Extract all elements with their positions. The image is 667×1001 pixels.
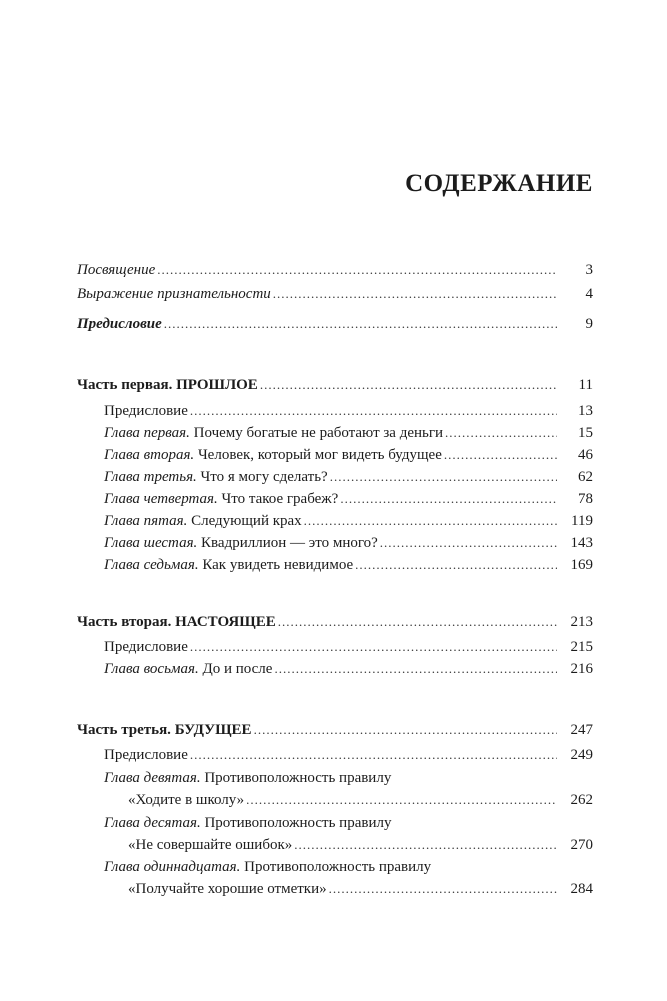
leader-dots [304,511,557,531]
chapter-title: Как увидеть невидимое [202,557,354,573]
entry-page: 270 [570,837,593,853]
leader-dots [444,445,557,465]
chapter-title: Человек, который мог видеть будущее [197,447,442,463]
toc-entry-chapter-6[interactable] [104,533,593,553]
chapter-number: Глава восьмая. [104,661,199,677]
leader-dots [330,467,557,487]
entry-label: Предисловие [77,316,162,332]
entry-page: 249 [570,747,593,763]
leader-dots [278,612,557,632]
entry-label: Выражение признательности [77,286,271,302]
chapter-number: Глава шестая. [104,535,198,551]
part-name: НАСТОЯЩЕЕ [175,614,276,630]
chapter-title: Квадриллион — это много? [201,535,378,551]
toc-entry-foreword[interactable] [77,314,593,334]
toc-entry-part1-preface[interactable] [104,401,593,421]
leader-dots [190,637,557,657]
leader-dots [355,555,557,575]
chapter-number: Глава одиннадцатая. [104,859,241,875]
chapter-title: Противоположность правилу [204,770,392,786]
toc-entry-chapter-9[interactable] [128,790,593,810]
toc-entry-chapter-3[interactable] [104,467,593,487]
entry-page: 169 [570,557,593,573]
toc-entry-part2-preface[interactable] [104,637,593,657]
toc-part-1[interactable] [77,375,593,395]
toc-entry-chapter-4[interactable] [104,489,593,509]
entry-page: 15 [578,425,593,441]
chapter-title: Противоположность правилу [244,859,432,875]
entry-label: Предисловие [104,639,188,655]
leader-dots [254,720,557,740]
chapter-number: Глава первая. [104,425,190,441]
chapter-title-cont: «Не совершайте ошибок» [128,837,293,853]
entry-page: 247 [570,722,593,738]
leader-dots [246,790,557,810]
leader-dots [157,260,557,280]
entry-label: Предисловие [104,403,188,419]
leader-dots [329,879,557,899]
leader-dots [273,284,557,304]
leader-dots [190,401,557,421]
entry-page: 143 [570,535,593,551]
toc-entry-chapter-7[interactable] [104,555,593,575]
chapter-number: Глава пятая. [104,513,188,529]
toc-part-3[interactable] [77,720,593,740]
chapter-title: Что я могу сделать? [200,469,328,485]
entry-page: 215 [570,639,593,655]
leader-dots [294,835,557,855]
toc-entry-part3-preface[interactable] [104,745,593,765]
entry-label: Предисловие [104,747,188,763]
entry-page: 78 [578,491,593,507]
toc-part-2[interactable] [77,612,593,632]
toc-entry-chapter-11[interactable] [128,879,593,899]
toc-entry-chapter-11-heading[interactable] [104,857,593,877]
toc-entry-chapter-2[interactable] [104,445,593,465]
entry-page: 3 [585,262,593,278]
entry-label: Посвящение [77,262,156,278]
part-name: ПРОШЛОЕ [176,377,258,393]
entry-page: 62 [578,469,593,485]
part-name: БУДУЩЕЕ [174,722,252,738]
chapter-title: До и после [202,661,273,677]
chapter-number: Глава третья. [104,469,197,485]
entry-page: 284 [570,881,593,897]
part-prefix: Часть третья. БУДУЩЕЕ [77,722,252,738]
leader-dots [380,533,557,553]
leader-dots [260,375,557,395]
toc-entry-chapter-10[interactable] [128,835,593,855]
leader-dots [340,489,557,509]
chapter-number: Глава седьмая. [104,557,199,573]
toc-entry-chapter-9-heading[interactable] [104,768,593,788]
chapter-number: Глава девятая. [104,770,201,786]
leader-dots [445,423,557,443]
toc-entry-chapter-10-heading[interactable] [104,813,593,833]
toc-entry-chapter-1[interactable] [104,423,593,443]
leader-dots [274,659,557,679]
entry-page: 9 [585,316,593,332]
leader-dots [164,314,557,334]
entry-page: 213 [570,614,593,630]
chapter-title-cont: «Ходите в школу» [128,792,245,808]
toc-entry-acknowledgements[interactable] [77,284,593,304]
entry-page: 46 [578,447,593,463]
leader-dots [190,745,557,765]
part-prefix: Часть вторая. НАСТОЯЩЕЕ [77,614,276,630]
chapter-number: Глава четвертая. [104,491,218,507]
entry-page: 262 [570,792,593,808]
chapter-title: Почему богатые не работают за деньги [193,425,444,441]
part-prefix: Часть первая. ПРОШЛОЕ [77,377,258,393]
toc-entry-dedication[interactable] [77,260,593,280]
entry-page: 11 [578,377,593,393]
chapter-title: Следующий крах [191,513,302,529]
chapter-title: Что такое грабеж? [221,491,339,507]
entry-page: 4 [585,286,593,302]
toc-entry-chapter-8[interactable] [104,659,593,679]
chapter-number: Глава вторая. [104,447,195,463]
entry-page: 13 [578,403,593,419]
entry-page: 119 [571,513,593,529]
toc-entry-chapter-5[interactable] [104,511,593,531]
chapter-title-cont: «Получайте хорошие отметки» [128,881,327,897]
chapter-title: Противоположность правилу [204,815,392,831]
page-title: СОДЕРЖАНИЕ [405,170,593,197]
chapter-number: Глава десятая. [104,815,201,831]
entry-page: 216 [570,661,593,677]
